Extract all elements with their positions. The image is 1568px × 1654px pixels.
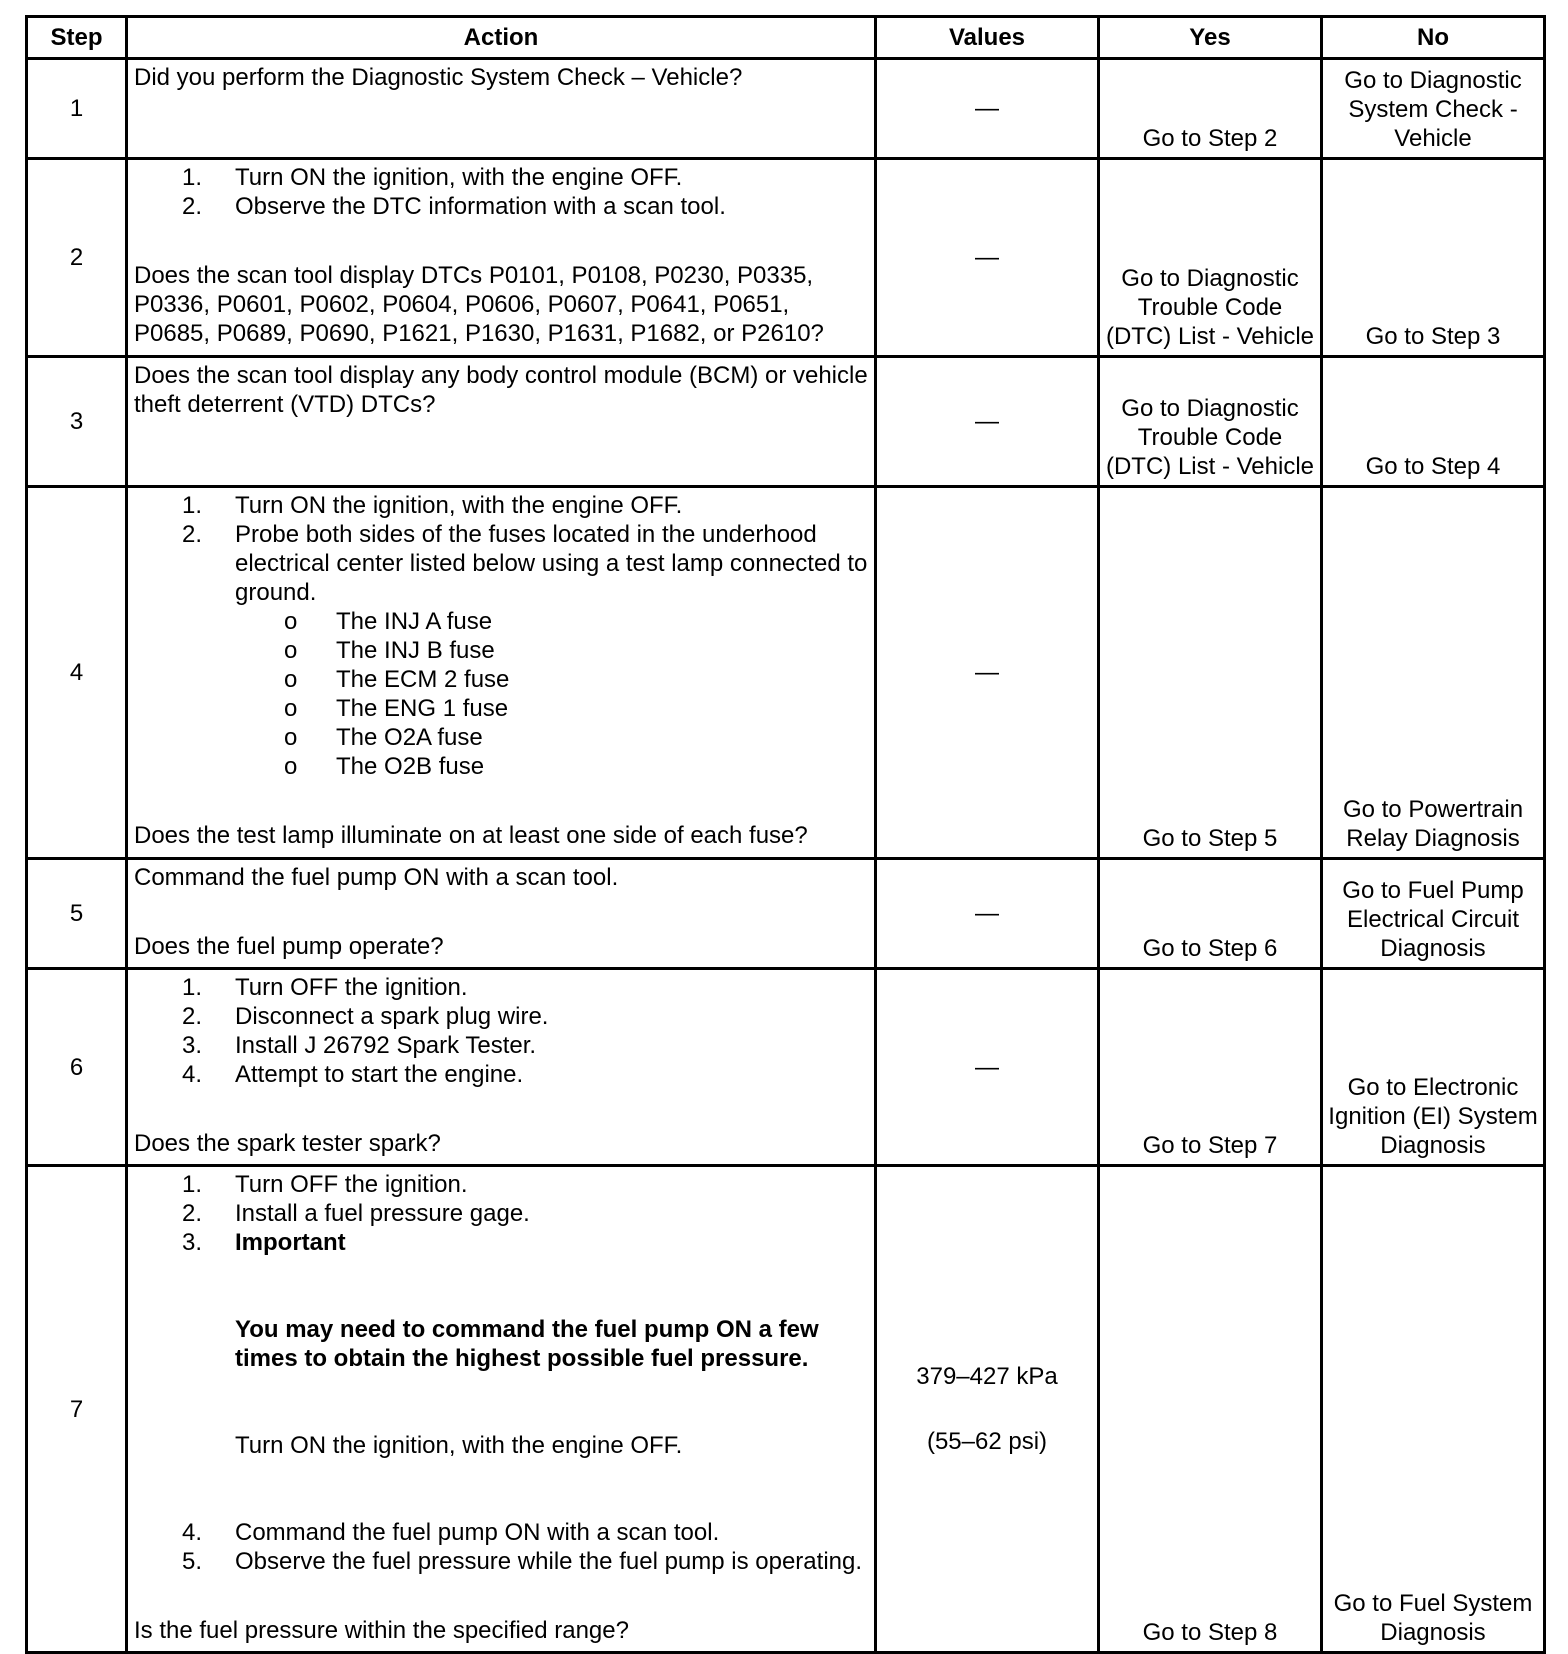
list-item xyxy=(134,1060,868,1089)
value-cell: — xyxy=(876,859,1099,969)
step-text: Observe the fuel pressure while the fuel pump is operating. xyxy=(235,1548,863,1575)
value-cell: — xyxy=(876,59,1099,159)
header-no: No xyxy=(1322,17,1545,59)
fuse-text: The O2A fuse xyxy=(336,724,483,751)
list-number: 2. xyxy=(182,1200,203,1227)
list-item xyxy=(134,1170,868,1199)
list-number: 2. xyxy=(182,193,203,220)
header-step: Step xyxy=(27,17,127,59)
bullet: o xyxy=(284,637,298,664)
step-number: 1 xyxy=(27,59,127,159)
no-cell: Go to Step 4 xyxy=(1322,357,1545,487)
list-number: 3. xyxy=(182,1229,203,1256)
step-text: Install a fuel pressure gage. xyxy=(235,1200,530,1227)
action-steps xyxy=(134,973,868,1089)
value-kpa: 379–427 kPa xyxy=(916,1363,1058,1390)
step-number: 3 xyxy=(27,357,127,487)
action-cell xyxy=(127,487,876,859)
step-number: 5 xyxy=(27,859,127,969)
list-number: 1. xyxy=(182,974,203,1001)
fuse-text: The ENG 1 fuse xyxy=(336,695,509,722)
action-cell xyxy=(127,859,876,969)
bullet: o xyxy=(284,724,298,751)
list-number: 1. xyxy=(182,164,203,191)
list-item xyxy=(134,163,868,192)
list-item xyxy=(134,192,868,221)
list-item xyxy=(134,1199,868,1228)
table-row xyxy=(27,159,1545,357)
table-row xyxy=(27,1166,1545,1653)
list-number: 3. xyxy=(182,1032,203,1059)
table-row xyxy=(27,859,1545,969)
value-cell xyxy=(876,1166,1099,1653)
step-text: Turn ON the ignition, with the engine OFF. xyxy=(235,492,683,519)
no-cell: Go to Fuel Pump Electrical Circuit Diagnosis xyxy=(1322,859,1545,969)
step-number: 7 xyxy=(27,1166,127,1653)
list-number: 2. xyxy=(182,521,203,548)
fuse-list xyxy=(134,607,868,781)
action-question: Is the fuel pressure within the specified range? xyxy=(134,1617,629,1644)
step-number: 6 xyxy=(27,969,127,1166)
yes-cell: Go to Step 8 xyxy=(1099,1166,1322,1653)
step-text: Command the fuel pump ON with a scan tool. xyxy=(235,1519,720,1546)
fuse-item xyxy=(134,607,868,636)
yes-cell: Go to Diagnostic Trouble Code (DTC) List - Vehicle xyxy=(1099,357,1322,487)
list-item xyxy=(134,1002,868,1031)
action-text: Command the fuel pump ON with a scan tool. xyxy=(134,864,619,891)
step-number: 4 xyxy=(27,487,127,859)
value-psi: (55–62 psi) xyxy=(926,1428,1048,1455)
header-yes: Yes xyxy=(1099,17,1322,59)
no-cell: Go to Step 3 xyxy=(1322,159,1545,357)
step-text: Install J 26792 Spark Tester. xyxy=(235,1032,537,1059)
list-number: 4. xyxy=(182,1519,203,1546)
step-text: Observe the DTC information with a scan tool. xyxy=(235,193,726,220)
action-cell xyxy=(127,59,876,159)
step-text: Turn ON the ignition, with the engine OFF. xyxy=(235,1432,683,1459)
action-text: Did you perform the Diagnostic System Check – Vehicle? xyxy=(134,64,743,91)
bullet: o xyxy=(284,666,298,693)
no-cell: Go to Diagnostic System Check - Vehicle xyxy=(1322,59,1545,159)
list-number: 2. xyxy=(182,1003,203,1030)
action-steps xyxy=(134,163,868,221)
list-item xyxy=(134,520,868,781)
important-note: You may need to command the fuel pump ON a few times to obtain the highest possible fuel pressure. xyxy=(235,1316,819,1372)
action-cell xyxy=(127,159,876,357)
fuse-text: The O2B fuse xyxy=(336,753,485,780)
list-item xyxy=(134,1031,868,1060)
action-text: Does the scan tool display any body control module (BCM) or vehicle theft deterrent (VTD) DTCs? xyxy=(134,362,868,418)
step-text: Probe both sides of the fuses located in the underhood electrical center listed below using a test lamp connected to ground. xyxy=(235,521,868,606)
value-cell: — xyxy=(876,159,1099,357)
step-text: Turn ON the ignition, with the engine OFF. xyxy=(235,164,683,191)
action-steps xyxy=(134,1170,868,1576)
fuse-item xyxy=(134,723,868,752)
step-number: 2 xyxy=(27,159,127,357)
table-row xyxy=(27,357,1545,487)
value-cell: — xyxy=(876,969,1099,1166)
table-row xyxy=(27,59,1545,159)
no-cell: Go to Electronic Ignition (EI) System Diagnosis xyxy=(1322,969,1545,1166)
action-cell xyxy=(127,357,876,487)
table-row xyxy=(27,487,1545,859)
list-number: 5. xyxy=(182,1548,203,1575)
action-cell xyxy=(127,1166,876,1653)
list-number: 1. xyxy=(182,492,203,519)
bullet: o xyxy=(284,695,298,722)
fuse-item xyxy=(134,636,868,665)
fuse-text: The INJ A fuse xyxy=(336,608,493,635)
no-cell: Go to Powertrain Relay Diagnosis xyxy=(1322,487,1545,859)
fuse-text: The ECM 2 fuse xyxy=(336,666,510,693)
header-row xyxy=(27,17,1545,59)
yes-cell: Go to Diagnostic Trouble Code (DTC) List - Vehicle xyxy=(1099,159,1322,357)
yes-cell: Go to Step 6 xyxy=(1099,859,1322,969)
table-row xyxy=(27,969,1545,1166)
important-label: Important xyxy=(235,1229,346,1256)
action-question: Does the test lamp illuminate on at least one side of each fuse? xyxy=(134,822,808,849)
bullet: o xyxy=(284,753,298,780)
step-text: Turn OFF the ignition. xyxy=(235,1171,468,1198)
fuse-item xyxy=(134,694,868,723)
fuse-text: The INJ B fuse xyxy=(336,637,495,664)
action-question: Does the fuel pump operate? xyxy=(134,933,444,960)
value-cell: — xyxy=(876,357,1099,487)
step-text: Attempt to start the engine. xyxy=(235,1061,524,1088)
action-question: Does the spark tester spark? xyxy=(134,1130,441,1157)
yes-cell: Go to Step 7 xyxy=(1099,969,1322,1166)
action-cell xyxy=(127,969,876,1166)
fuse-item xyxy=(134,665,868,694)
list-number: 4. xyxy=(182,1061,203,1088)
value-cell: — xyxy=(876,487,1099,859)
no-cell: Go to Fuel System Diagnosis xyxy=(1322,1166,1545,1653)
step-text: Disconnect a spark plug wire. xyxy=(235,1003,549,1030)
yes-cell: Go to Step 2 xyxy=(1099,59,1322,159)
list-item xyxy=(134,1228,868,1518)
header-action: Action xyxy=(127,17,876,59)
list-item xyxy=(134,973,868,1002)
action-steps xyxy=(134,491,868,781)
step-text: Turn OFF the ignition. xyxy=(235,974,468,1001)
fuse-item xyxy=(134,752,868,781)
list-item xyxy=(134,1518,868,1547)
header-values: Values xyxy=(876,17,1099,59)
list-item xyxy=(134,491,868,520)
bullet: o xyxy=(284,608,298,635)
yes-cell: Go to Step 5 xyxy=(1099,487,1322,859)
list-item xyxy=(134,1547,868,1576)
list-number: 1. xyxy=(182,1171,203,1198)
action-question: Does the scan tool display DTCs P0101, P0108, P0230, P0335, P0336, P0601, P0602, P0604, P0606, P0607, P0641, P0651, P0685, P0689, P0690, P1621, P1630, P1631, P1682, or P2610? xyxy=(134,262,824,347)
diagnostic-table xyxy=(25,15,1546,1654)
